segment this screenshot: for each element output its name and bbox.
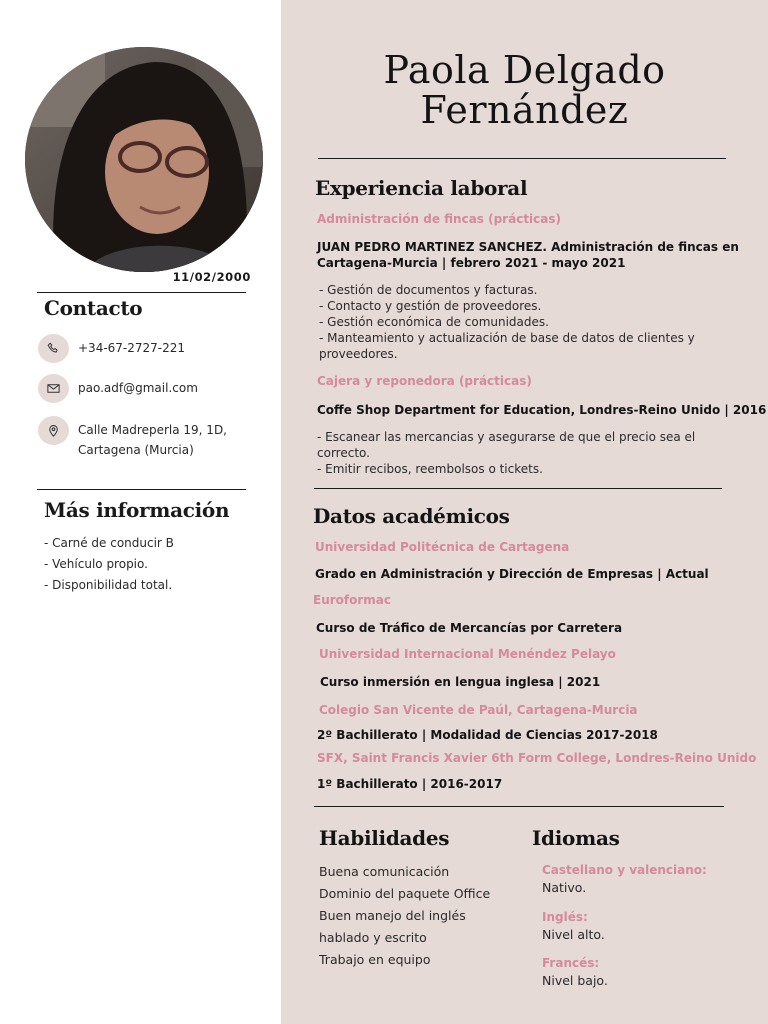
job-company (317, 239, 739, 271)
more-info-title: Más información (44, 498, 230, 522)
list-item: hablado y escrito (319, 930, 427, 945)
list-item: Trabajo en equipo (319, 952, 431, 967)
school-name: Euroformac (313, 593, 391, 607)
language-entry (542, 955, 608, 991)
language-name: Castellano y valenciano: (542, 863, 707, 877)
task-item: - Contacto y gestión de proveedores. (319, 299, 542, 313)
task-item: - Emitir recibos, reembolsos o tickets. (317, 462, 543, 476)
address (78, 416, 227, 460)
job-role: Administración de fincas (prácticas) (317, 212, 562, 226)
language-level: Nativo. (542, 880, 587, 895)
degree: 1º Bachillerato | 2016-2017 (317, 777, 503, 791)
job-tasks (317, 429, 695, 477)
contact-title: Contacto (44, 296, 143, 320)
job-company-line: JUAN PEDRO MARTINEZ SANCHEZ. Administración de fincas en (317, 240, 739, 254)
contact-address-row (38, 416, 227, 460)
job-company-line: Cartagena-Murcia | febrero 2021 - mayo 2021 (317, 256, 626, 270)
school-name: Colegio San Vicente de Paúl, Cartagena-Murcia (319, 703, 638, 717)
school-name: Universidad Politécnica de Cartagena (315, 540, 570, 554)
skills-title: Habilidades (319, 826, 450, 850)
language-entry (542, 909, 605, 945)
phone-icon (38, 334, 69, 363)
divider (318, 158, 726, 159)
languages-title: Idiomas (532, 826, 620, 850)
divider (314, 806, 724, 807)
job-role: Cajera y reponedora (prácticas) (317, 374, 532, 388)
divider (37, 489, 246, 490)
language-name: Inglés: (542, 910, 588, 924)
contact-phone-row (38, 334, 185, 363)
list-item: - Disponibilidad total. (44, 578, 173, 592)
degree: Grado en Administración y Dirección de Empresas | Actual (315, 567, 709, 581)
language-entry (542, 862, 707, 898)
task-item: - Gestión de documentos y facturas. (319, 283, 538, 297)
email-address[interactable]: pao.adf@gmail.com (78, 381, 198, 395)
list-item: Buena comunicación (319, 864, 450, 879)
full-name (281, 50, 768, 130)
name-line-2: Fernández (420, 88, 629, 132)
task-item: - Gestión económica de comunidades. (319, 315, 549, 329)
task-item: - Escanear las mercancias y asegurarse de que el precio sea el (317, 430, 696, 444)
school-name: Universidad Internacional Menéndez Pelayo (319, 647, 616, 661)
list-item: Dominio del paquete Office (319, 886, 491, 901)
language-level: Nivel alto. (542, 927, 605, 942)
experience-title: Experiencia laboral (315, 176, 528, 200)
language-name: Francés: (542, 956, 600, 970)
task-item: - Manteamiento y actualización de base de datos de clientes y (319, 331, 695, 345)
degree: 2º Bachillerato | Modalidad de Ciencias 2017-2018 (317, 728, 658, 742)
phone-number[interactable]: +34-67-2727-221 (78, 341, 186, 355)
task-item: proveedores. (319, 347, 398, 361)
list-item: - Vehículo propio. (44, 557, 148, 571)
language-level: Nivel bajo. (542, 973, 608, 988)
profile-photo (25, 47, 263, 272)
divider (314, 488, 722, 489)
task-item: correcto. (317, 446, 370, 460)
academic-title: Datos académicos (313, 504, 510, 528)
divider (37, 292, 246, 293)
name-line-1: Paola Delgado (383, 48, 666, 92)
location-pin-icon (38, 416, 69, 445)
date-of-birth: 11/02/2000 (172, 270, 251, 284)
degree: Curso inmersión en lengua inglesa | 2021 (320, 675, 601, 689)
skills-list (319, 861, 490, 971)
job-tasks (319, 282, 695, 362)
address-line-2: Cartagena (Murcia) (78, 443, 194, 457)
job-company: Coffe Shop Department for Education, Londres-Reino Unido | 2016 (317, 403, 767, 417)
list-item: - Carné de conducir B (44, 536, 174, 550)
more-info-list (44, 533, 174, 596)
degree: Curso de Tráfico de Mercancías por Carretera (316, 621, 623, 635)
school-name: SFX, Saint Francis Xavier 6th Form College, Londres-Reino Unido (317, 751, 757, 765)
list-item: Buen manejo del inglés (319, 908, 466, 923)
contact-email-row (38, 374, 198, 403)
mail-icon (38, 374, 69, 403)
address-line-1: Calle Madreperla 19, 1D, (78, 423, 227, 437)
